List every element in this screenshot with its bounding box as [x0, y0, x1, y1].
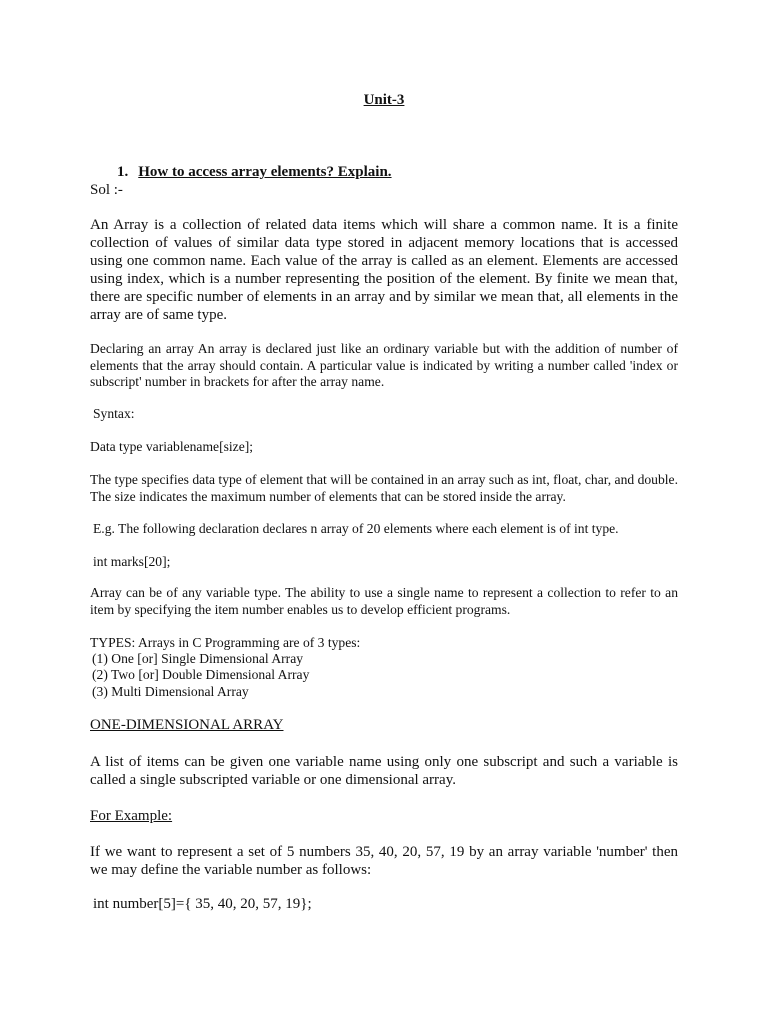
one-dimensional-heading: ONE-DIMENSIONAL ARRAY: [90, 717, 284, 733]
unit-title: Unit-3: [363, 92, 405, 108]
types-item: (3) Multi Dimensional Array: [92, 683, 249, 699]
paragraph-represent: If we want to represent a set of 5 numbers 35, 40, 20, 57, 19 by an array variable 'number' then we may define the variable number as follows:: [90, 844, 678, 878]
example-line: E.g. The following declaration declares n array of 20 elements where each element is of int type.: [93, 521, 619, 536]
paragraph-type: The type specifies data type of element that will be contained in an array such as int, float, char, and double. The size indicates the maximum number of elements that can be stored inside the array.: [90, 472, 678, 504]
types-heading: TYPES: Arrays in C Programming are of 3 types:: [90, 635, 361, 650]
paragraph-anytype: Array can be of any variable type. The ability to use a single name to represent a collection to refer to an item by specifying the item number enables us to develop efficient programs.: [90, 585, 678, 617]
paragraph-intro: An Array is a collection of related data items which will share a common name. It is a finite collection of values of similar data type stored in adjacent memory locations that is accessed using one common name. Each value of the array is called as an element. Elements are accessed using index, which is a number representing the position of the element. By finite we mean that, there are specific number of elements in an array and by similar we mean that, all elements in the array are of same type.: [90, 217, 678, 323]
types-item: (2) Two [or] Double Dimensional Array: [92, 667, 310, 683]
syntax-line: Data type variablename[size];: [90, 439, 254, 454]
paragraph-list: A list of items can be given one variable name using only one subscript and such a variable is called a single subscripted variable or one dimensional array.: [90, 754, 678, 788]
paragraph-declaring: Declaring an array An array is declared just like an ordinary variable but with the addition of number of elements that the array should contain. A particular value is indicated by writing a number called 'index or subscript' number in brackets for after the array name.: [90, 341, 678, 389]
syntax-label: Syntax:: [93, 406, 135, 421]
question-heading: [117, 164, 392, 181]
types-list: [90, 635, 360, 700]
for-example-heading: For Example:: [90, 808, 173, 824]
types-item: (1) One [or] Single Dimensional Array: [92, 651, 304, 667]
number-code-line: int number[5]={ 35, 40, 20, 57, 19};: [93, 896, 312, 912]
sol-label: Sol :-: [90, 182, 123, 198]
marks-code-line: int marks[20];: [93, 554, 171, 569]
question-text: How to access array elements? Explain.: [138, 164, 392, 180]
question-number: 1.: [117, 164, 129, 180]
